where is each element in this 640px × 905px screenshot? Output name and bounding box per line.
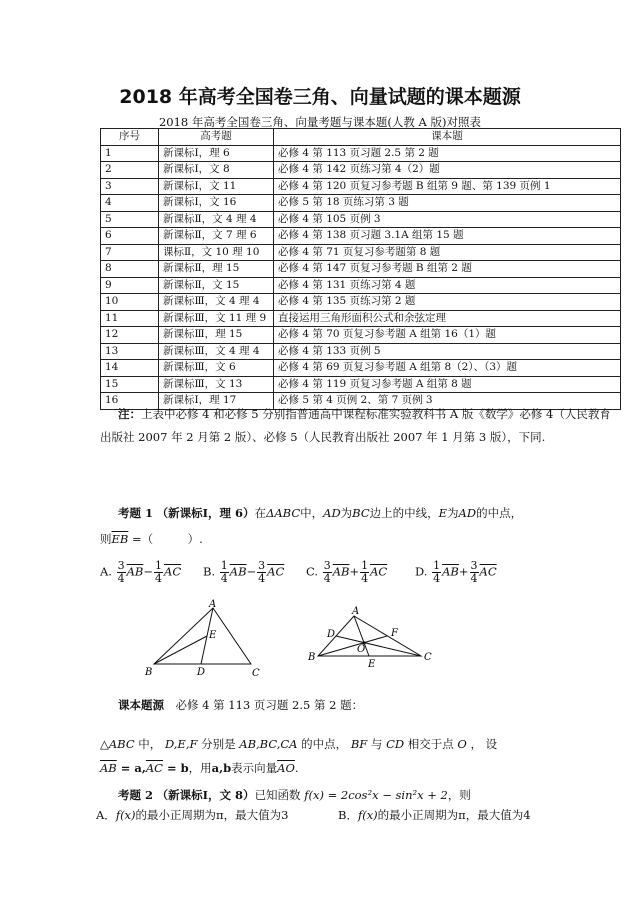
row-exam: 新课标Ⅲ，理 15	[159, 327, 274, 344]
tb-eq-b: = b	[162, 761, 189, 775]
row-textbook: 必修 4 第 113 页习题 2.5 第 2 题	[274, 145, 621, 162]
reference-table	[100, 128, 621, 410]
row-index: 13	[101, 343, 159, 360]
row-exam: 新课标Ⅲ，文 4 理 4	[159, 343, 274, 360]
q1-e: E	[438, 506, 448, 520]
tb-triangle: ABC	[108, 737, 135, 751]
row-textbook: 必修 4 第 138 页习题 3.1A 组第 15 题	[274, 228, 621, 245]
table-row	[101, 162, 621, 179]
fig1-label-b: B	[145, 667, 153, 678]
option-letter: A.	[100, 564, 112, 579]
question-1-source: （新课标Ⅰ，理 6）	[156, 506, 255, 520]
q2-option-a-text: 的最小正周期为π，最大值为3	[135, 808, 289, 822]
row-textbook: 必修 4 第 119 页复习参考题 A 组第 8 题	[274, 376, 621, 393]
option-letter: C.	[306, 564, 319, 579]
coef-2: $\frac{1}{4}$	[361, 559, 369, 585]
tb-vector-ac: $\overline{AC}$	[145, 761, 163, 775]
row-textbook: 必修 4 第 69 页复习参考题 A 组第 8（2）、（3）题	[274, 360, 621, 377]
table-row	[101, 376, 621, 393]
fig2-label-e: E	[368, 659, 376, 670]
row-exam: 新课标Ⅰ，文 11	[159, 178, 274, 195]
q1-blank: =（ ）.	[128, 532, 203, 546]
fig2-segment-cd	[336, 636, 421, 656]
q2-option-b-text: 的最小正周期为π，最大值为4	[377, 808, 531, 822]
tb-text-d2: 表示向量	[231, 761, 278, 775]
table-row	[101, 211, 621, 228]
coef-1: $\frac{3}{4}$	[117, 559, 125, 585]
q2-option-b-fx: f(x)	[357, 808, 378, 822]
question-2	[96, 785, 620, 825]
tb-text-g: ， 设	[466, 737, 498, 751]
textbook-source-heading	[100, 695, 620, 715]
tb-text-f: 相交于点	[404, 737, 458, 751]
row-textbook: 必修 5 第 4 页例 2、第 7 页例 3	[274, 393, 621, 410]
vector-ab: $\overline{AB}$	[229, 564, 247, 579]
question-2-source: （新课标Ⅰ，文 8）	[156, 788, 255, 802]
q1-text-e: 为	[447, 506, 459, 520]
row-exam: 新课标Ⅰ，理 6	[159, 145, 274, 162]
tb-vector-ab: $\overline{AB}$	[100, 761, 117, 775]
fig1-label-e: E	[209, 630, 217, 641]
q1-ad2: AD	[458, 506, 477, 520]
row-index: 10	[101, 294, 159, 311]
q2-option-a-fx: f(x)	[115, 808, 136, 822]
row-index: 5	[101, 211, 159, 228]
q1-text-f: 的中点，	[476, 506, 523, 520]
note-text: 上表中必修 4 和必修 5 分别指普通高中课程标准实验教科书 A 版《数学》必修 4（人民教育出版社 2007 年 2 月第 2 版）、必修 5（人民教育出版社 2007 年 1 月第 3 版），下同.	[100, 407, 611, 444]
row-index: 2	[101, 162, 159, 179]
table-row	[101, 294, 621, 311]
q1-text-d: 边上的中线，	[369, 506, 439, 520]
row-index: 16	[101, 393, 159, 410]
q2-option-b-letter: B．	[338, 808, 358, 822]
tb-o: O	[457, 737, 467, 751]
q1-option-b	[203, 560, 284, 585]
row-textbook: 必修 5 第 18 页练习第 3 题	[274, 195, 621, 212]
fig1-label-a: A	[209, 599, 217, 610]
question-1-stem	[100, 503, 620, 549]
header-textbook: 课本题	[274, 129, 621, 146]
table-row	[101, 310, 621, 327]
vector-ab: $\overline{AB}$	[442, 564, 459, 579]
row-exam: 新课标Ⅰ，文 16	[159, 195, 274, 212]
coef-2: $\frac{3}{4}$	[470, 559, 478, 585]
q1-option-c	[306, 560, 387, 585]
vector-ac: $\overline{AC}$	[479, 564, 497, 579]
tb-text-e2: .	[294, 761, 299, 775]
tb-text-c2: ，用	[188, 761, 212, 775]
row-index: 3	[101, 178, 159, 195]
table-row	[101, 244, 621, 261]
q1-option-d	[415, 560, 497, 585]
textbook-label: 课本题源	[118, 698, 164, 712]
tb-text-d: 的中点，	[297, 737, 351, 751]
row-index: 6	[101, 228, 159, 245]
row-index: 7	[101, 244, 159, 261]
q2-formula: f(x) = 2cos²x − sin²x + 2	[304, 788, 448, 802]
page-title: 2018 年高考全国卷三角、向量试题的课本题源	[119, 86, 521, 108]
row-exam: 新课标Ⅱ，文 7 理 6	[159, 228, 274, 245]
row-exam: 新课标Ⅲ，文 6	[159, 360, 274, 377]
table-header-row	[101, 129, 621, 146]
row-textbook: 必修 4 第 71 页复习参考题第 8 题	[274, 244, 621, 261]
row-exam: 课标Ⅱ，文 10 理 10	[159, 244, 274, 261]
fig2-label-f: F	[391, 628, 398, 639]
figure-2	[305, 603, 435, 671]
option-letter: B.	[203, 564, 216, 579]
textbook-ref: 必修 4 第 113 页习题 2.5 第 2 题：	[175, 698, 364, 712]
table-note	[100, 403, 620, 449]
tb-text-e: 与	[367, 737, 387, 751]
row-exam: 新课标Ⅰ，理 17	[159, 393, 274, 410]
textbook-problem	[100, 732, 620, 780]
fig2-label-a: A	[352, 606, 360, 617]
row-index: 9	[101, 277, 159, 294]
header-exam: 高考题	[159, 129, 274, 146]
fig2-label-b: B	[308, 652, 316, 663]
tb-delta: △	[100, 737, 109, 751]
vector-ab: $\overline{AB}$	[332, 564, 350, 579]
table-row	[101, 261, 621, 278]
row-textbook: 必修 4 第 142 页练习第 4（2）题	[274, 162, 621, 179]
q2-option-a	[96, 805, 288, 825]
table-row	[101, 343, 621, 360]
table-caption: 2018 年高考全国卷三角、向量考题与课本题(人教 A 版)对照表	[158, 115, 481, 129]
fig1-label-c: C	[252, 668, 260, 679]
vector-ac: $\overline{AC}$	[370, 564, 388, 579]
figure-1	[140, 598, 280, 680]
tb-points: D,E,F	[164, 737, 198, 751]
q2-option-a-letter: A．	[96, 808, 116, 822]
q2-stem-b: ，则	[447, 788, 471, 802]
q1-text-b: 中，	[300, 506, 324, 520]
row-exam: 新课标Ⅰ，文 8	[159, 162, 274, 179]
row-exam: 新课标Ⅱ，文 4 理 4	[159, 211, 274, 228]
tb-ab-bold: a,b	[211, 761, 232, 775]
coef-1: $\frac{3}{4}$	[323, 559, 331, 585]
tb-eq-a: = a,	[116, 761, 146, 775]
row-exam: 新课标Ⅱ，文 15	[159, 277, 274, 294]
q1-option-a	[100, 560, 181, 585]
table-row	[101, 178, 621, 195]
tb-sides: AB,BC,CA	[239, 737, 298, 751]
operator: +	[349, 564, 360, 579]
row-exam: 新课标Ⅲ，文 13	[159, 376, 274, 393]
row-index: 12	[101, 327, 159, 344]
q1-triangle: ΔABC	[266, 506, 301, 520]
operator: −	[143, 564, 154, 579]
tb-text-c: 分别是	[197, 737, 240, 751]
note-label: 注：	[118, 407, 141, 421]
q1-text-a: 在	[254, 506, 267, 520]
vector-ac: $\overline{AC}$	[267, 564, 285, 579]
row-textbook: 必修 4 第 135 页练习第 2 题	[274, 294, 621, 311]
tb-vector-ao: $\overline{AO}$	[277, 761, 295, 775]
fig1-segment-be	[154, 636, 207, 664]
row-textbook: 必修 4 第 147 页复习参考题 B 组第 2 题	[274, 261, 621, 278]
row-index: 15	[101, 376, 159, 393]
fig2-label-o: O	[357, 644, 366, 655]
table-row	[101, 327, 621, 344]
q1-then: 则	[100, 532, 112, 546]
vector-ab: $\overline{AB}$	[126, 564, 144, 579]
question-2-label: 考题 2	[118, 788, 154, 802]
row-exam: 新课标Ⅲ，文 4 理 4	[159, 294, 274, 311]
tb-cd: CD	[386, 737, 405, 751]
q1-vector-eb: $\overline{EB}$	[111, 532, 129, 546]
q1-bc: BC	[352, 506, 370, 520]
tb-bf: BF	[350, 737, 368, 751]
option-letter: D.	[415, 564, 428, 579]
table-row	[101, 145, 621, 162]
q2-option-b	[338, 805, 531, 825]
row-textbook: 必修 4 第 70 页复习参考题 A 组第 16（1）题	[274, 327, 621, 344]
fig2-label-c: C	[424, 652, 432, 663]
row-textbook: 必修 4 第 131 页练习第 4 题	[274, 277, 621, 294]
operator: −	[246, 564, 257, 579]
row-exam: 新课标Ⅲ，文 11 理 9	[159, 310, 274, 327]
row-textbook: 直接运用三角形面积公式和余弦定理	[274, 310, 621, 327]
q1-text-c: 为	[340, 506, 353, 520]
row-index: 4	[101, 195, 159, 212]
coef-1: $\frac{1}{4}$	[433, 559, 441, 585]
fig2-label-d: D	[327, 629, 336, 640]
row-index: 8	[101, 261, 159, 278]
row-textbook: 必修 4 第 133 页例 5	[274, 343, 621, 360]
table-row	[101, 277, 621, 294]
question-1-label: 考题 1	[118, 506, 154, 520]
row-index: 11	[101, 310, 159, 327]
row-exam: 新课标Ⅱ，理 15	[159, 261, 274, 278]
row-index: 1	[101, 145, 159, 162]
coef-2: $\frac{3}{4}$	[258, 559, 266, 585]
header-index: 序号	[101, 129, 159, 146]
row-textbook: 必修 4 第 105 页例 3	[274, 211, 621, 228]
vector-ac: $\overline{AC}$	[164, 564, 182, 579]
row-index: 14	[101, 360, 159, 377]
table-row	[101, 228, 621, 245]
q2-stem: 已知函数	[254, 788, 301, 802]
q1-ad: AD	[323, 506, 341, 520]
fig1-label-d: D	[197, 667, 206, 678]
tb-text-b: 中，	[134, 737, 165, 751]
coef-1: $\frac{1}{4}$	[220, 559, 228, 585]
operator: +	[458, 564, 469, 579]
row-textbook: 必修 4 第 120 页复习参考题 B 组第 9 题、第 139 页例 1	[274, 178, 621, 195]
coef-2: $\frac{1}{4}$	[155, 559, 163, 585]
table-row	[101, 195, 621, 212]
table-row	[101, 360, 621, 377]
